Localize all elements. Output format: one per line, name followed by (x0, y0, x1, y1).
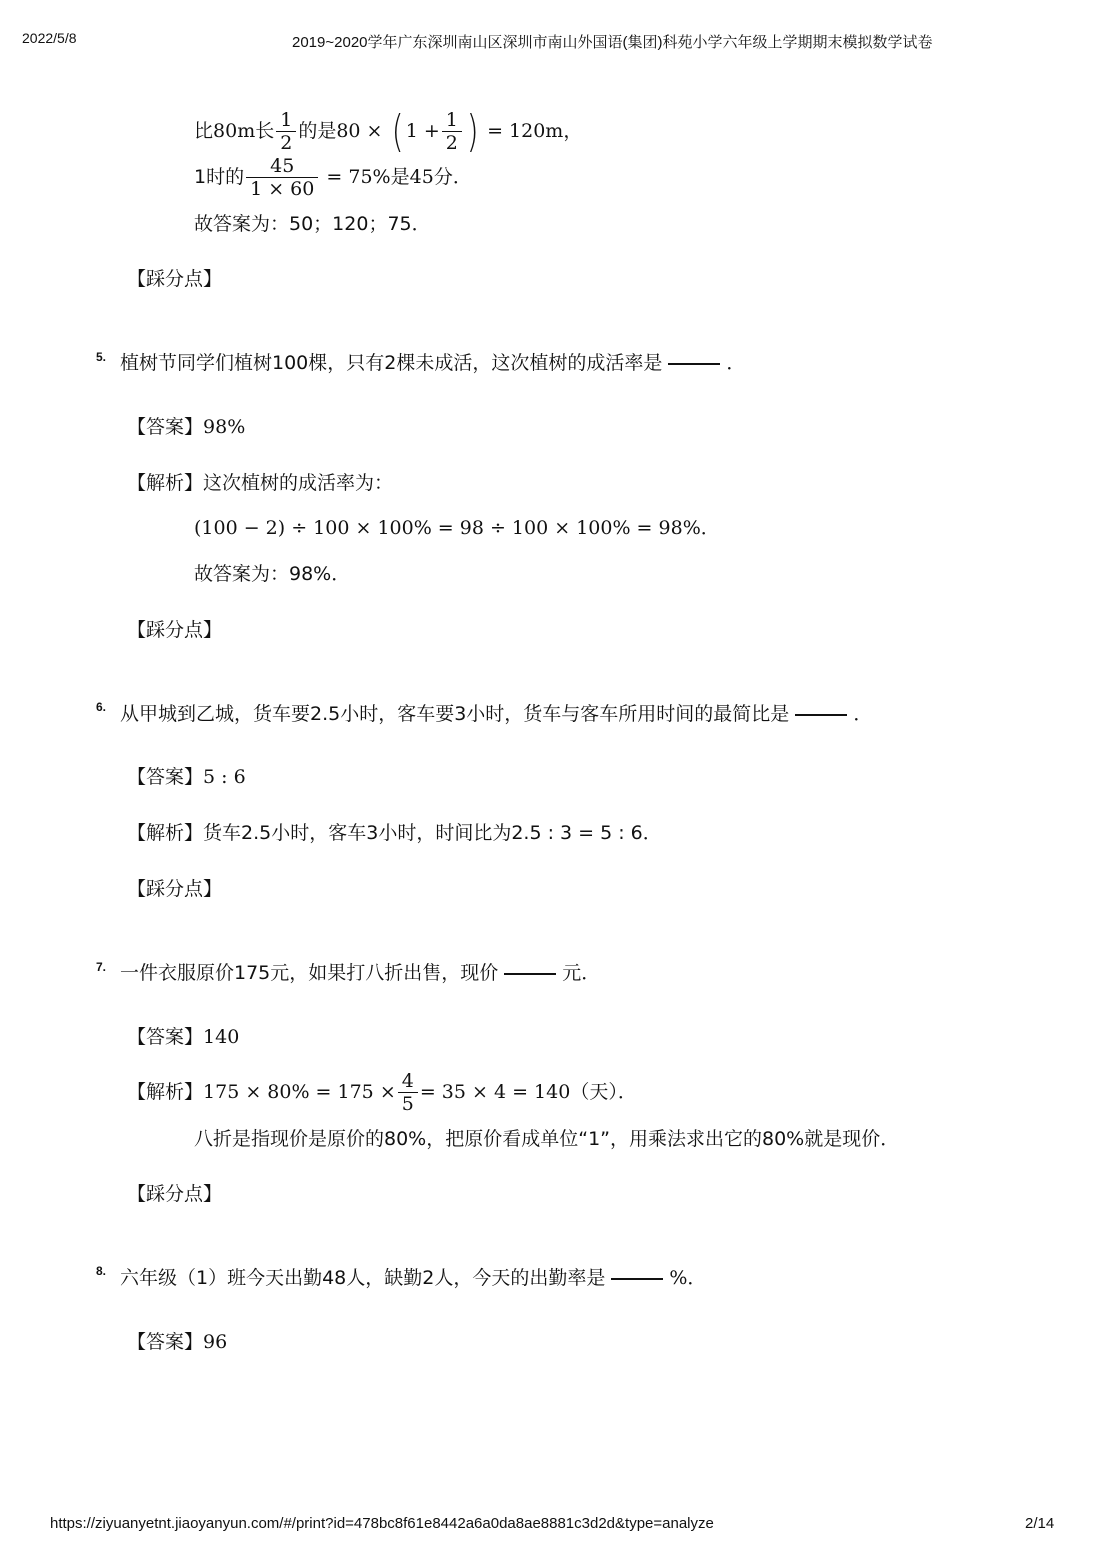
question-6-text: 从甲城到乙城，货车要2.5小时，客车要3小时，货车与客车所用时间的最简比是 ． (120, 703, 873, 725)
question-number-5: 5. (96, 350, 107, 364)
question-8-text: 六年级（1）班今天出勤48人，缺勤2人，今天的出勤率是 %． (120, 1267, 707, 1289)
cont-line-2: 1时的 $\frac{45}{1 \times 60}$ = 75%是45分． (194, 155, 472, 200)
fraction-45-over-60: $\frac{45}{1 \times 60}$ (246, 155, 318, 200)
cont-conclusion: 故答案为：50；120；75． (194, 213, 431, 235)
question-7-text: 一件衣服原价175元，如果打八折出售，现价 元． (120, 962, 601, 984)
page-number: 2/14 (1025, 1515, 1055, 1532)
page-url: https://ziyuanyetnt.jiaoyanyun.com/#/print?id=478bc8f61e8442a6a0da8ae8881c3d2d&type=analyze (50, 1515, 714, 1532)
question-5-text: 植树节同学们植树100棵，只有2棵未成活，这次植树的成活率是 ． (120, 352, 746, 374)
question-5-conclusion: 故答案为：98%． (194, 563, 351, 585)
question-7-analysis: 【解析】175 × 80% = 175 × $\frac{4}{5}$ = 35 × 4 = 140（天）． (127, 1070, 637, 1115)
fraction-one-half-2: $\frac{1}{2}$ (442, 109, 462, 154)
question-8-answer: 【答案】96 (127, 1331, 228, 1353)
document-title: 2019~2020学年广东深圳南山区深圳市南山外国语(集团)科苑小学六年级上学期期末模拟数学试卷 (292, 34, 933, 51)
answer-blank (504, 973, 556, 975)
question-5-analysis: 【解析】这次植树的成活率为： (127, 472, 394, 494)
fraction-one-half: $\frac{1}{2}$ (276, 109, 296, 154)
fraction-four-fifths: $\frac{4}{5}$ (398, 1070, 418, 1115)
answer-blank (611, 1278, 663, 1280)
question-5-points-label: 【踩分点】 (127, 619, 223, 641)
answer-blank (795, 714, 847, 716)
answer-blank (668, 363, 720, 365)
print-date: 2022/5/8 (22, 30, 77, 46)
question-5-formula: (100 − 2) ÷ 100 × 100% = 98 ÷ 100 × 100% = 98%． (194, 517, 720, 539)
question-7-points-label: 【踩分点】 (127, 1183, 223, 1205)
question-6-points-label: 【踩分点】 (127, 878, 223, 900)
question-6-analysis: 【解析】货车2.5小时，客车3小时，时间比为2.5 : 3 = 5 : 6． (127, 822, 662, 844)
question-6-answer: 【答案】5 : 6 (127, 766, 246, 788)
question-number-7: 7. (96, 960, 107, 974)
question-5-answer: 【答案】98% (127, 416, 246, 438)
cont-points-label: 【踩分点】 (127, 268, 223, 290)
question-number-8: 8. (96, 1264, 107, 1278)
question-number-6: 6. (96, 700, 107, 714)
cont-line-1: 比80m长 $\frac{1}{2}$ 的是80 × ( 1 + $\frac{1}{2}$ ) = 120m， (194, 105, 583, 157)
question-7-answer: 【答案】140 (127, 1026, 240, 1048)
question-7-explanation: 八折是指现价是原价的80%，把原价看成单位“1”，用乘法求出它的80%就是现价． (194, 1128, 900, 1150)
